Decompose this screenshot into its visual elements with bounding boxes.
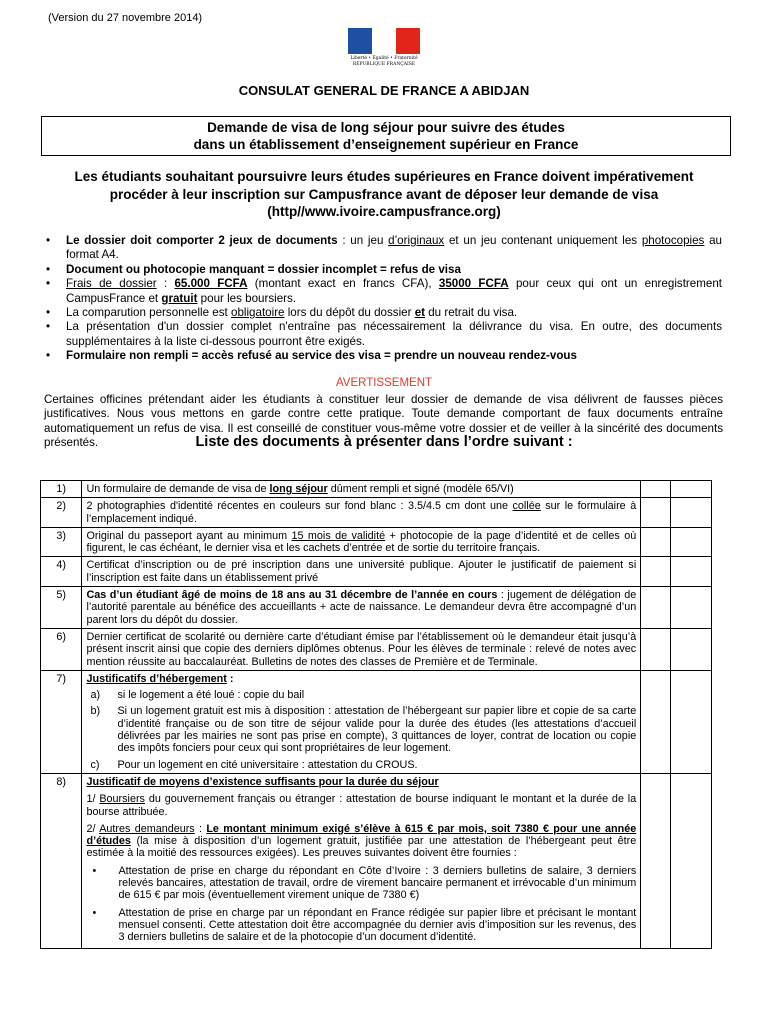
checkbox-cell[interactable] bbox=[641, 557, 671, 587]
row-number: 3) bbox=[41, 527, 82, 557]
checkbox-cell[interactable] bbox=[641, 587, 671, 629]
checkbox-cell[interactable] bbox=[670, 498, 711, 528]
row-text: 2 photographies d'identité récentes en couleurs sur fond blanc : 3.5/4.5 cm dont une collée sur le formulaire à l’emplacement indiqué. bbox=[82, 498, 641, 528]
checkbox-cell[interactable] bbox=[670, 670, 711, 773]
row-text: Justificatif de moyens d’existence suffisants pour la durée du séjour 1/ Boursiers du gouvernement français ou étranger : attestation de bourse indiquant le montant et la durée de la bourse attribuée. 2/ Autres demandeurs : Le montant minimum exigé s’élève à 615 € par mois, soit 7380 € pour une année d’études (la mise à disposition d’un logement gratuit, justifiée par une attestation de l’hébergeant peut être estimée à la moitié des ressources exigées). Les preuves suivantes doivent être fournies : • Attestation de prise en charge du répondant en Côte d’Ivoire : 3 derniers bulletins de salaire, 3 derniers relevés bancaires, attestation de travail, ordre de virement bancaire permanent et irrévocable d’un minimum de 615 € par mois (éventuellement virement unique de 7380 €) • Attestation de prise en charge par un répondant en France rédigée sur papier libre et précisant le montant mensuel consenti. Cette attestation doit être accompagnée du dernier avis d’imposition sur les revenus, des 3 derniers bulletins de salaire et de la photocopie d’un document d’identité. bbox=[82, 773, 641, 948]
republique-francaise-logo bbox=[348, 28, 420, 72]
row-text: Cas d’un étudiant âgé de moins de 18 ans au 31 décembre de l’année en cours : jugement de délégation de l’autorité parentale au bénéfice des accueillants + acte de naissance. Le demandeur devra être accompagné d’un parent lors du dépôt du dossier. bbox=[82, 587, 641, 629]
logo-republique: RÉPUBLIQUE FRANÇAISE bbox=[352, 62, 416, 67]
title-line-1: Demande de visa de long séjour pour suivre des études bbox=[207, 120, 565, 135]
checkbox-cell[interactable] bbox=[641, 481, 671, 498]
bullet-presentation: • La présentation d'un dossier complet n'entraîne pas nécessairement la délivrance du visa. En outre, des documents supplémentaires à la liste ci-dessous pourront être exigés. bbox=[44, 320, 722, 349]
document-title-box bbox=[41, 116, 731, 156]
checkbox-cell[interactable] bbox=[670, 587, 711, 629]
documents-list-title: Liste des documents à présenter dans l’ordre suivant : bbox=[195, 434, 573, 450]
row-text: Justificatifs d’hébergement : a) si le logement a été loué : copie du bail b) Si un logement gratuit est mis à disposition : attestation de l’hébergeant sur papier libre et copie de sa carte d’identité française ou de son titre de séjour valide pour la durée des études (les attestations d’accueil délivrées par les mairies ne sont pas prise en compte), 3 quittances de loyer, contrat de location ou copie des impôts fonciers pour ceux qui sont propriétaires de leur logement. c) Pour un logement en cité universitaire : attestation du CROUS. bbox=[82, 670, 641, 773]
row-number: 7) bbox=[41, 670, 82, 773]
consulat-heading: CONSULAT GENERAL DE FRANCE A ABIDJAN bbox=[238, 83, 530, 98]
row-number: 8) bbox=[41, 773, 82, 948]
table-row bbox=[41, 587, 712, 629]
table-row bbox=[41, 670, 712, 773]
checkbox-cell[interactable] bbox=[670, 773, 711, 948]
intro-line-2: procéder à leur inscription sur Campusfrance avant de déposer leur demande de visa bbox=[109, 186, 659, 202]
table-row bbox=[41, 557, 712, 587]
checkbox-cell[interactable] bbox=[670, 557, 711, 587]
checkbox-cell[interactable] bbox=[670, 628, 711, 670]
documents-table bbox=[40, 480, 712, 949]
table-row bbox=[41, 628, 712, 670]
bullet-incomplete: • Document ou photocopie manquant = dossier incomplet = refus de visa bbox=[44, 263, 722, 277]
checkbox-cell[interactable] bbox=[641, 773, 671, 948]
table-row bbox=[41, 481, 712, 498]
row-text: Certificat d’inscription ou de pré inscription dans une université publique. Ajouter le justificatif de paiement si l’inscription est faite dans un établissement privé bbox=[82, 557, 641, 587]
checkbox-cell[interactable] bbox=[641, 670, 671, 773]
row-number: 6) bbox=[41, 628, 82, 670]
row-number: 4) bbox=[41, 557, 82, 587]
avertissement-title: AVERTISSEMENT bbox=[335, 377, 433, 389]
checkbox-cell[interactable] bbox=[641, 527, 671, 557]
row-number: 1) bbox=[41, 481, 82, 498]
requirements-list bbox=[44, 234, 722, 364]
version-note: (Version du 27 novembre 2014) bbox=[48, 12, 203, 24]
row-text: Original du passeport ayant au minimum 15 mois de validité + photocopie de la page d’identité et de celles où figurent, le cas échéant, le dernier visa et les cachets d’entrée et de sortie du territoire français. bbox=[82, 527, 641, 557]
table-row bbox=[41, 527, 712, 557]
table-row bbox=[41, 498, 712, 528]
table-row bbox=[41, 773, 712, 948]
checkbox-cell[interactable] bbox=[670, 527, 711, 557]
row-number: 2) bbox=[41, 498, 82, 528]
bullet-dossier: • Le dossier doit comporter 2 jeux de documents : un jeu d’originaux et un jeu contenant uniquement les photocopies au format A4. bbox=[44, 234, 722, 263]
checkbox-cell[interactable] bbox=[641, 628, 671, 670]
avertissement-text: Certaines officines prétendant aider les étudiants à constituer leur dossier de demande de visa délivrent de fausses pièces justificatives. Nous vous mettons en garde contre cette pratique. Toute demande comportant de faux documents entraîne automatiquement un refus de visa. Il est conseillé de constituer vous-même votre dossier et de veiller à la sincérité des documents présentés. bbox=[44, 393, 723, 450]
row-text: Un formulaire de demande de visa de long séjour dûment rempli et signé (modèle 65/VI) bbox=[82, 481, 641, 498]
title-line-2: dans un établissement d’enseignement supérieur en France bbox=[193, 137, 579, 152]
campusfrance-intro bbox=[48, 168, 720, 221]
ressources-title: Justificatif de moyens d’existence suffisants pour la durée du séjour bbox=[86, 775, 439, 788]
bullet-comparution: • La comparution personnelle est obligatoire lors du dépôt du dossier et du retrait du visa. bbox=[44, 306, 722, 320]
checkbox-cell[interactable] bbox=[641, 498, 671, 528]
checkbox-cell[interactable] bbox=[670, 481, 711, 498]
bullet-formulaire: • Formulaire non rempli = accès refusé au service des visa = prendre un nouveau rendez-vous bbox=[44, 349, 722, 363]
bullet-fees: • Frais de dossier : 65.000 FCFA (montant exact en francs CFA), 35000 FCFA pour ceux qui ont un enregistrement CampusFrance et gratuit pour les boursiers. bbox=[44, 277, 722, 306]
row-number: 5) bbox=[41, 587, 82, 629]
intro-line-1: Les étudiants souhaitant poursuivre leurs études supérieures en France doivent impérativement bbox=[74, 169, 694, 184]
row-text: Dernier certificat de scolarité ou dernière carte d’étudiant émise par l’établissement où le demandeur était jusqu’à présent inscrit ainsi que copie des derniers diplômes obtenus. Pour les élèves de terminale : relevé de notes avec mention réussite au baccalauréat. Bulletins de notes des classes de Première et de Terminale. bbox=[82, 628, 641, 670]
logo-motto: Liberté • Égalité • Fraternité bbox=[350, 56, 418, 61]
intro-url: (http//www.ivoire.campusfrance.org) bbox=[267, 204, 501, 219]
hebergement-title: Justificatifs d’hébergement bbox=[86, 672, 227, 685]
tricolor-flag-icon bbox=[348, 28, 420, 54]
